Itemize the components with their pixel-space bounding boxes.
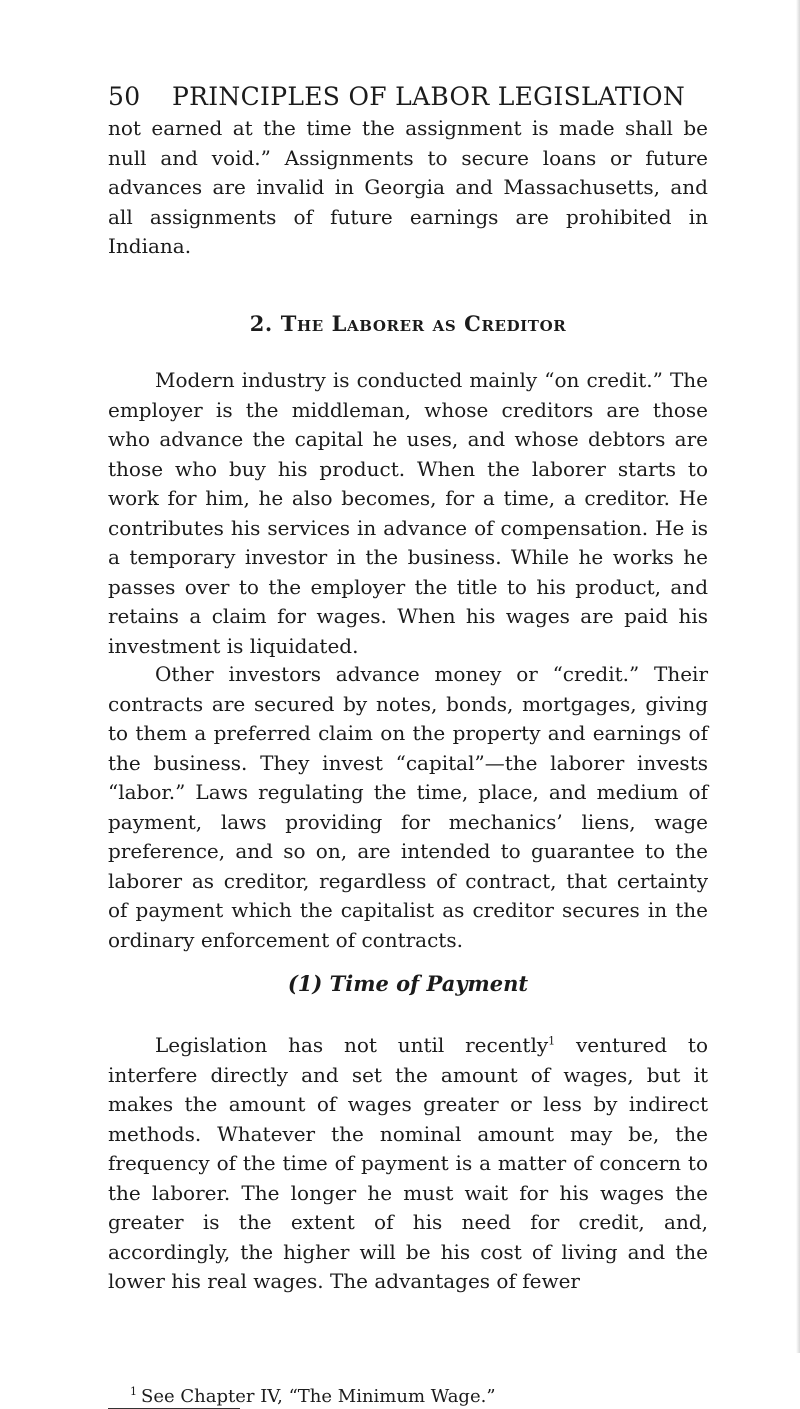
- running-title: PRINCIPLES OF LABOR LEGISLATION: [172, 82, 686, 111]
- book-page: [108, 0, 708, 1407]
- section-heading: 2. The Laborer as Creditor: [249, 311, 567, 336]
- paragraph-continued: not earned at the time the assignment is made shall be null and void.” Assignments to secure loans or future advances are invalid in Georgia and Massachusetts, and all assignments of future earnings are prohibited in Indiana.: [108, 116, 708, 258]
- footnote: [130, 1386, 496, 1407]
- page-number: 50: [108, 82, 141, 111]
- paragraph-other-investors: Other investors advance money or “credit.” Their contracts are secured by notes, bonds, mortgages, giving to them a preferred claim on the property and earnings of the business. They invest “capital”—the laborer invests “labor.” Laws regulating the time, place, and medium of payment, laws providing for mechanics’ liens, wage preference, and so on, are intended to guarantee to the laborer as creditor, regardless of contract, that certainty of payment which the capitalist as creditor secures in the ordinary enforcement of contracts.: [108, 662, 708, 952]
- footnote-text: See Chapter IV, “The Minimum Wage.”: [141, 1386, 496, 1407]
- paragraph-modern-industry: Modern industry is conducted mainly “on credit.” The employer is the middleman, whose creditors are those who advance the capital he uses, and whose debtors are those who buy his product. When the laborer starts to work for him, he also becomes, for a time, a creditor. He contributes his services in advance of compensation. He is a temporary investor in the business. While he works he passes over to the employer the title to his product, and retains a claim for wages. When his wages are paid his investment is liquidated.: [108, 368, 708, 658]
- footnote-marker: 1: [130, 1385, 137, 1398]
- subsection-heading: [108, 971, 708, 996]
- paragraph-legislation-rest: ventured to interfere directly and set the amount of wages, but it makes the amount of wages greater or less by indirect methods. Whatever the nominal amount may be, the frequency of the time of payment is a matter of concern to the laborer. The longer he must wait for his wages the greater is the extent of his need for credit, and, accordingly, the higher will be his cost of living and the lower his real wages. The advantages of fewer: [108, 1033, 708, 1293]
- subsection-title: Time of Payment: [329, 971, 529, 996]
- running-head: [108, 82, 708, 111]
- paragraph-legislation: [108, 1031, 708, 1297]
- page-edge-shadow: [796, 0, 800, 1353]
- footnote-reference[interactable]: 1: [548, 1034, 556, 1048]
- paragraph-legislation-start: Legislation has not until recently: [155, 1033, 549, 1057]
- subsection-number: (1): [287, 971, 323, 996]
